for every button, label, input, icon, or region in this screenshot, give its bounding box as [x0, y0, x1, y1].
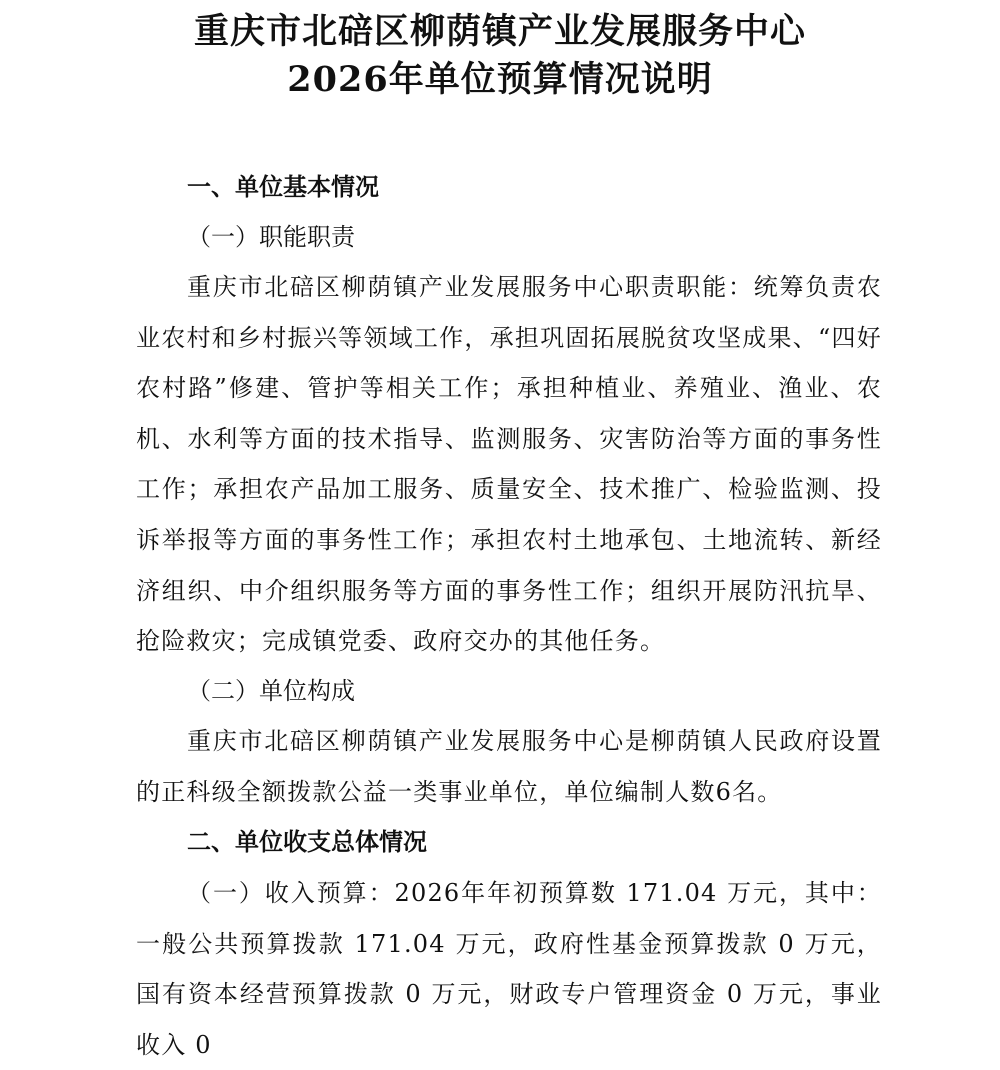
section-heading-basic-info: 一、单位基本情况	[187, 172, 379, 201]
section-heading-income-expenditure: 二、单位收支总体情况	[187, 827, 427, 856]
income-budget-paragraph: （一）收入预算：2026年年初预算数 171.04 万元，其中：一般公共预算拨款 171.04 万元，政府性基金预算拨款 0 万元，国有资本经营预算拨款 0 万元，财政专户管理资金 0 万元，事业收入 0	[136, 879, 882, 1059]
document-title-line1: 重庆市北碚区柳荫镇产业发展服务中心	[193, 11, 806, 52]
subsection-heading-functions: （一）职能职责	[187, 223, 355, 251]
subsection-heading-composition: （二）单位构成	[187, 677, 355, 705]
document-title-line2: 2026年单位预算情况说明	[287, 59, 713, 100]
functions-paragraph: 重庆市北碚区柳荫镇产业发展服务中心职责职能：统筹负责农业农村和乡村振兴等领域工作，承担巩固拓展脱贫攻坚成果、“四好农村路”修建、管护等相关工作；承担种植业、养殖业、渔业、农机、水利等方面的技术指导、监测服务、灾害防治等方面的事务性工作；承担农产品加工服务、质量安全、技术推广、检验监测、投诉举报等方面的事务性工作；承担农村土地承包、土地流转、新经济组织、中介组织服务等方面的事务性工作；组织开展防汛抗旱、抢险救灾；完成镇党委、政府交办的其他任务。	[136, 273, 882, 656]
composition-paragraph: 重庆市北碚区柳荫镇产业发展服务中心是柳荫镇人民政府设置的正科级全额拨款公益一类事业单位，单位编制人数6名。	[136, 727, 882, 806]
